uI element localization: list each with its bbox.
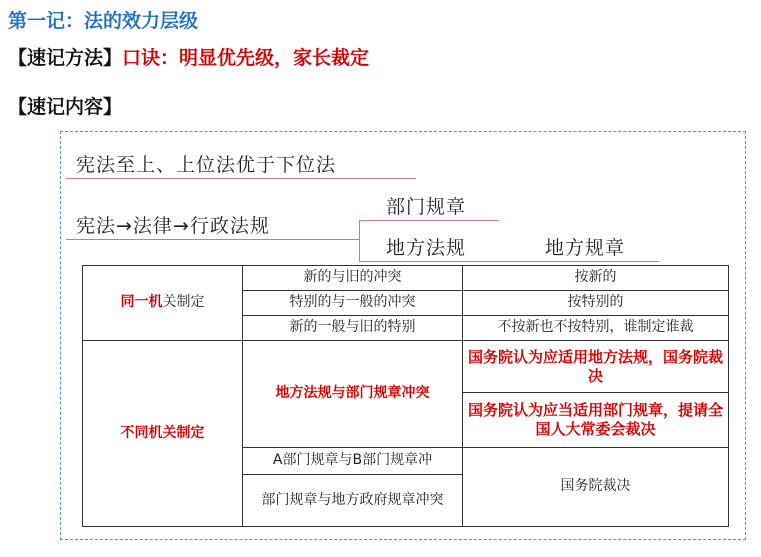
case-cell: 新的与旧的冲突 — [243, 266, 463, 291]
different-authority-cell: 不同机关制定 — [83, 341, 243, 527]
table-row — [83, 341, 729, 393]
result-cell: 按特别的 — [463, 291, 729, 316]
method-label: 【速记方法】 — [8, 47, 123, 69]
mnemonic-method — [8, 43, 369, 70]
branch-local-rules: 地方规章 — [545, 237, 626, 259]
conflict-table — [82, 265, 729, 527]
branch-connector — [359, 220, 360, 261]
page-title: 第一记：法的效力层级 — [8, 10, 199, 32]
hierarchy-chain: 宪法→法律→行政法规 — [76, 215, 270, 237]
same-authority-label-rest: 关制定 — [162, 294, 205, 311]
dept-vs-dept-conflict: A部门规章与B部门规章冲 — [243, 447, 463, 474]
local-vs-dept-conflict: 地方法规与部门规章冲突 — [243, 341, 463, 447]
case-cell: 特别的与一般的冲突 — [243, 291, 463, 316]
branch-local-regs: 地方法规 — [386, 237, 467, 259]
branch-bottom-line — [359, 261, 659, 262]
underline-rule — [66, 178, 416, 179]
result-state-council: 国务院裁决 — [463, 447, 729, 526]
same-authority-label-red: 同一机 — [120, 294, 163, 311]
method-text: 口诀：明显优先级，家长裁定 — [122, 47, 370, 69]
branch-top-line — [359, 220, 499, 221]
dept-vs-localgov-conflict: 部门规章与地方政府规章冲突 — [243, 474, 463, 526]
result-apply-dept: 国务院认为应当适用部门规章，提请全国人大常委会裁决 — [463, 393, 729, 447]
same-authority-cell — [83, 266, 243, 341]
underline-chain — [66, 239, 360, 240]
result-cell: 不按新也不按特别，谁制定谁裁 — [463, 316, 729, 341]
table-row — [83, 266, 729, 291]
branch-dept-rules: 部门规章 — [386, 196, 467, 218]
result-cell: 按新的 — [463, 266, 729, 291]
content-label: 【速记内容】 — [8, 96, 123, 118]
case-cell: 新的一般与旧的特别 — [243, 316, 463, 341]
supremacy-rule: 宪法至上、上位法优于下位法 — [76, 154, 337, 176]
result-apply-local: 国务院认为应适用地方法规，国务院裁决 — [463, 341, 729, 393]
